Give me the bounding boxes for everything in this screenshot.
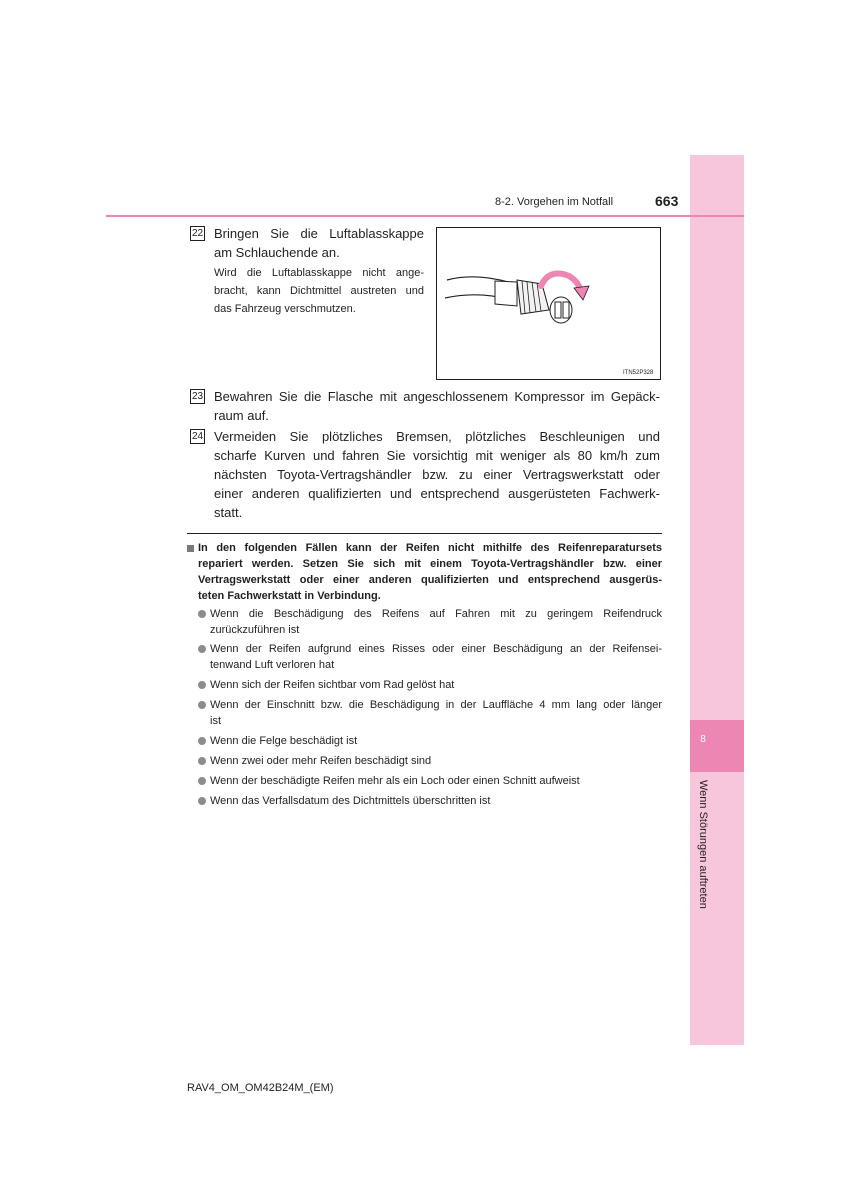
chapter-title: Wenn Störungen auftreten [697, 780, 709, 909]
bullet-icon [198, 681, 206, 689]
step-22-note [214, 264, 424, 318]
step-22-line-2: am Schlauchende an. [214, 245, 340, 260]
note-heading [198, 540, 662, 604]
bullet-line: Wenn die Felge beschädigt ist [210, 735, 358, 747]
bullet-line: Wenn sich der Reifen sichtbar vom Rad gelöst hat [210, 679, 455, 691]
step-24-line: scharfe Kurven und fahren Sie vorsichtig mit weniger als 80 km/h zum [214, 448, 660, 463]
bullet-item [210, 697, 662, 729]
step-24-line: Vermeiden Sie plötzliches Bremsen, plötzliches Beschleunigen und [214, 429, 660, 444]
bullet-line: zurückzuführen ist [210, 624, 300, 636]
step-number-badge: 23 [191, 391, 204, 402]
step-23-line: raum auf. [214, 408, 269, 423]
step-24-line: statt. [214, 505, 243, 520]
step-number-badge: 24 [191, 431, 204, 442]
bullet-icon [198, 757, 206, 765]
document-code: RAV4_OM_OM42B24M_(EM) [187, 1082, 334, 1094]
note-square-icon [187, 545, 194, 552]
chapter-tab[interactable] [690, 720, 744, 772]
section-divider [187, 533, 662, 534]
bullet-icon [198, 737, 206, 745]
figure-code: ITN52P328 [623, 370, 654, 376]
step-number-badge: 22 [191, 228, 204, 239]
bullet-line: Wenn das Verfallsdatum des Dichtmittels überschritten ist [210, 795, 491, 807]
bullet-icon [198, 797, 206, 805]
bullet-item [210, 773, 662, 789]
step-24-line: nächsten Toyota-Vertragshändler bzw. zu einer Vertragswerkstatt oder [214, 467, 660, 482]
step-23-text [214, 387, 660, 425]
section-title: 8-2. Vorgehen im Notfall [495, 196, 614, 208]
bullet-line: tenwand Luft verloren hat [210, 659, 335, 671]
step-22-note-line: bracht, kann Dichtmittel austreten und [214, 285, 424, 297]
bullet-icon [198, 645, 206, 653]
illustration-frame [436, 227, 661, 380]
step-24-line: einer anderen qualifizierten und entsprechend ausgerüsteten Fachwerk- [214, 486, 660, 501]
bullet-line: Wenn der beschädigte Reifen mehr als ein Loch oder einen Schnitt aufweist [210, 775, 580, 787]
bullet-line: Wenn der Reifen aufgrund eines Risses oder einer Beschädigung an der Reifensei- [210, 643, 662, 655]
bullet-line: Wenn die Beschädigung des Reifens auf Fahren mit zu geringem Reifendruck [210, 608, 662, 620]
bullet-line: Wenn der Einschnitt bzw. die Beschädigung in der Lauffläche 4 mm lang oder länger [210, 699, 662, 711]
bullet-item [210, 641, 662, 673]
bullet-line: ist [210, 715, 221, 727]
header-rule [106, 215, 744, 217]
step-22-note-line: das Fahrzeug verschmutzen. [214, 303, 356, 315]
bullet-item [210, 753, 662, 769]
bullet-icon [198, 610, 206, 618]
note-heading-line: teten Fachwerkstatt in Verbindung. [198, 590, 381, 602]
step-22-note-line: Wird die Luftablasskappe nicht ange- [214, 267, 424, 279]
bullet-item [210, 606, 662, 638]
bullet-icon [198, 701, 206, 709]
note-heading-line: Vertragswerkstatt oder einer anderen qualifizierten und entsprechend ausgerüs- [198, 574, 662, 586]
air-release-cap-illustration [437, 228, 660, 379]
bullet-item [210, 733, 662, 749]
chapter-number: 8 [700, 734, 706, 745]
bullet-item [210, 677, 662, 693]
side-tab-bar [690, 155, 744, 1045]
step-22-line-1: Bringen Sie die Luftablasskappe [214, 226, 424, 241]
bullet-item [210, 793, 662, 809]
note-heading-line: In den folgenden Fällen kann der Reifen nicht mithilfe des Reifenreparatursets [198, 542, 662, 554]
bullet-line: Wenn zwei oder mehr Reifen beschädigt sind [210, 755, 432, 767]
step-23-line: Bewahren Sie die Flasche mit angeschlossenem Kompressor im Gepäck- [214, 389, 660, 404]
note-heading-line: repariert werden. Setzen Sie sich mit einem Toyota-Vertragshändler bzw. einer [198, 558, 662, 570]
bullet-icon [198, 777, 206, 785]
step-24-text [214, 427, 660, 522]
page-number: 663 [655, 193, 679, 209]
step-22-text [214, 224, 424, 262]
